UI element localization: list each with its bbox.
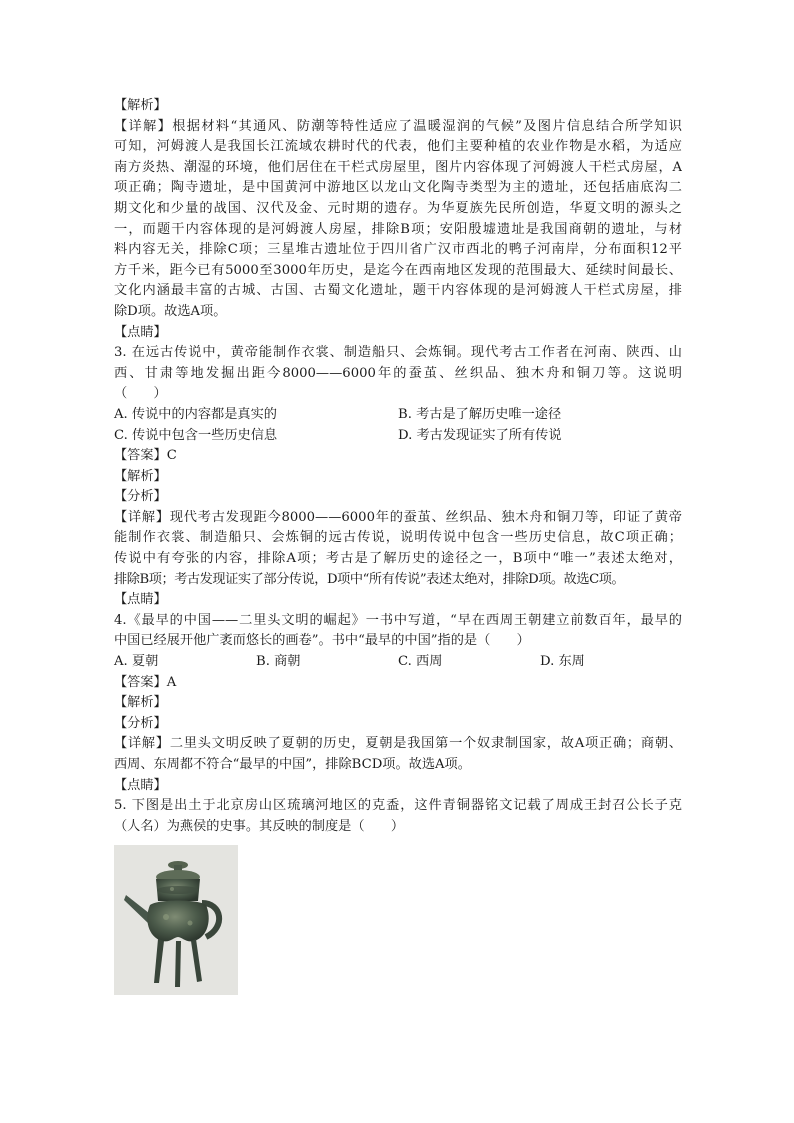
q2-detail-line: 项正确；陶寺遗址，是中国黄河中游地区以龙山文化陶寺类型为主的遗址，还包括庙底沟二: [114, 180, 682, 196]
q2-detail-line: 一，而题干内容体现的是河姆渡人房屋，排除B项；安阳殷墟遗址是我国商朝的遗址，与材: [114, 221, 682, 237]
q4-answer-tag: 【答案】A: [114, 674, 177, 690]
q2-detail-line: 南方炎热、潮湿的环境，他们居住在干栏式房屋里，图片内容体现了河姆渡人干栏式房屋，A: [114, 159, 682, 175]
q2-detail-line: 文化内涵最丰富的古城、古国、古蜀文化遗址，题干内容体现的是河姆渡人干栏式房屋，排: [114, 283, 682, 299]
q3-stem-line: 3. 在远古传说中，黄帝能制作衣裳、制造船只、会炼铜。现代考古工作者在河南、陕西、山: [114, 345, 682, 361]
q2-detail-line: 期文化和少量的战国、汉代及金、元时期的遗存。为华夏族先民所创造，华夏文明的源头之: [114, 200, 682, 216]
document-body: [114, 96, 682, 995]
q5-stem-line: （人名）为燕侯的史事。其反映的制度是（ ）: [114, 818, 405, 834]
q5-stem-line: 5. 下图是出土于北京房山区琉璃河地区的克盉，这件青铜器铭文记载了周成王封召公长子克: [114, 798, 682, 814]
q3-breakdown-tag: 【分析】: [114, 489, 167, 505]
q3-answer-blank: （ ）: [114, 386, 167, 402]
q4-stem-line: 中国已经展开他广袤而悠长的画卷”。书中“最早的中国”指的是（ ）: [114, 633, 530, 649]
bronze-he-vessel-icon: [114, 845, 238, 995]
q3-option-c: C. 传说中包含一些历史信息: [114, 427, 278, 443]
q4-analysis-tag: 【解析】: [114, 695, 167, 711]
q3-options-row: [114, 405, 682, 426]
q3-option-d: D. 考古发现证实了所有传说: [398, 427, 562, 443]
q3-option-b: B. 考古是了解历史唯一途径: [398, 406, 562, 422]
q4-detail-line: 【详解】二里头文明反映了夏朝的历史，夏朝是我国第一个奴隶制国家，故A项正确；商朝、: [114, 736, 682, 752]
q4-option-c: C. 西周: [398, 654, 443, 670]
q2-comment-tag: 【点睛】: [114, 324, 167, 340]
q2-detail-line: 方千米，距今已有5000至3000年历史，是迄今在西南地区发现的范围最大、延续时间最长、: [114, 262, 682, 278]
q2-detail-line: 可知，河姆渡人是我国长江流域农耕时代的代表，他们主要种植的农业作物是水稻，为适应: [114, 139, 682, 155]
q4-options-row: [114, 652, 682, 673]
q4-comment-tag: 【点睛】: [114, 777, 167, 793]
q2-detail-line: 【详解】根据材料“其通风、防潮等特性适应了温暖湿润的气候”及图片信息结合所学知识: [114, 118, 682, 134]
q2-analysis-tag: 【解析】: [114, 98, 167, 113]
q3-answer-tag: 【答案】C: [114, 448, 177, 464]
q3-comment-tag: 【点睛】: [114, 592, 167, 608]
q3-options-row: [114, 426, 682, 447]
q4-option-b: B. 商朝: [256, 654, 301, 670]
q4-option-a: A. 夏朝: [114, 654, 159, 670]
q3-detail-line: 【详解】现代考古发现距今8000——6000年的蚕茧、丝织品、独木舟和铜刀等，印证了黄帝: [114, 509, 682, 525]
q3-detail-line: 排除B项；考古发现证实了部分传说，D项中“所有传说”表述太绝对，排除D项。故选C项。: [114, 571, 625, 587]
q3-detail-line: 传说中有夸张的内容，排除A项；考古是了解历史的途径之一，B项中“唯一”表述太绝对，: [114, 551, 682, 567]
q3-stem-line: 西、甘肃等地发掘出距今8000——6000年的蚕茧、丝织品、独木舟和铜刀等。这说明: [114, 365, 682, 381]
q2-detail-line: 除D项。故选A项。: [114, 303, 227, 319]
q4-option-d: D. 东周: [540, 654, 585, 670]
q3-detail-line: 能制作衣裳、制造船只、会炼铜的远古传说，说明传说中包含一些历史信息，故C项正确；: [114, 530, 682, 546]
q4-detail-line: 西周、东周都不符合“最早的中国”，排除BCD项。故选A项。: [114, 757, 471, 772]
q2-detail-line: 料内容无关，排除C项；三星堆古遗址位于四川省广汉市西北的鸭子河南岸，分布面积12平: [114, 242, 682, 258]
q4-breakdown-tag: 【分析】: [114, 715, 167, 731]
bronze-vessel-photo: [114, 845, 238, 995]
q4-stem-line: 4.《最早的中国——二里头文明的崛起》一书中写道，“早在西周王朝建立前数百年，最早的: [114, 612, 682, 628]
q3-option-a: A. 传说中的内容都是真实的: [114, 406, 277, 422]
q3-analysis-tag: 【解析】: [114, 468, 167, 484]
